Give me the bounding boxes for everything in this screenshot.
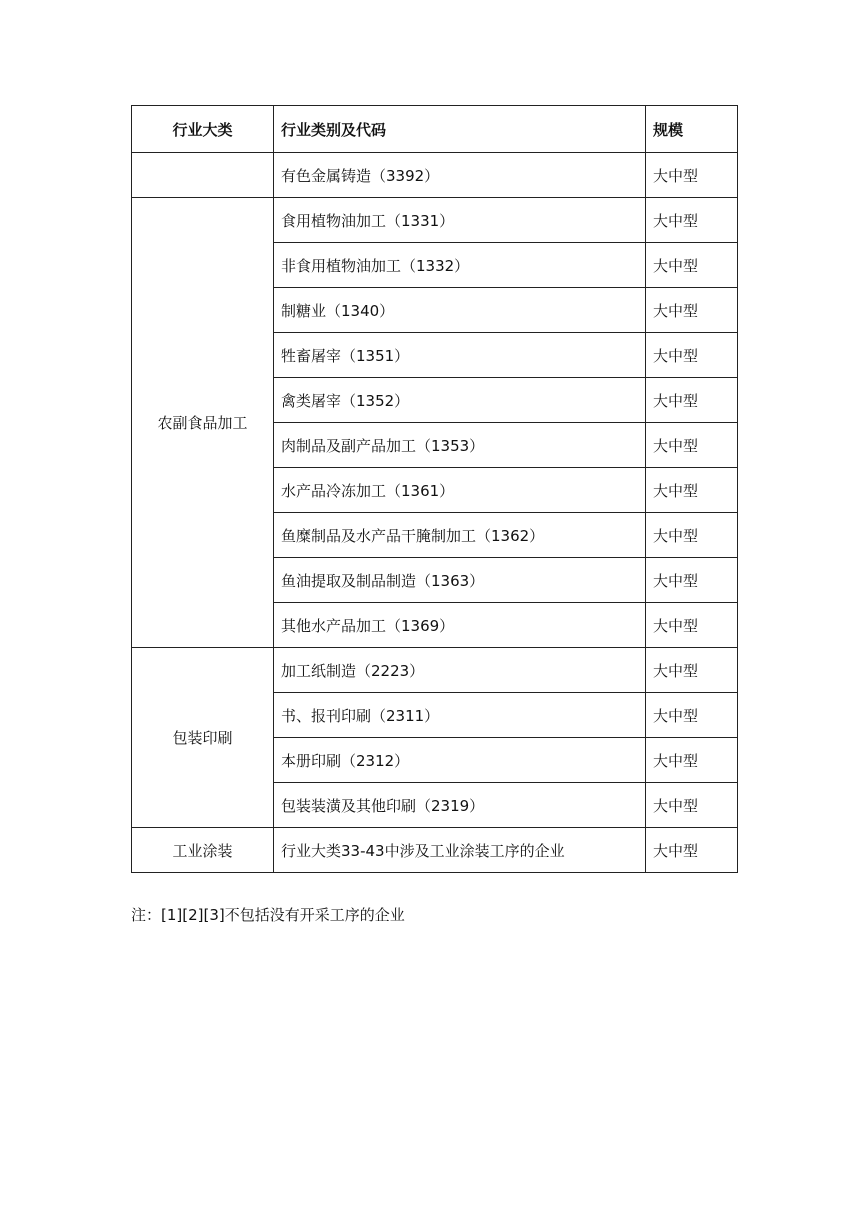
- category-cell: 农副食品加工: [132, 198, 274, 648]
- scale-cell: 大中型: [646, 333, 738, 378]
- subcategory-cell: 水产品冷冻加工（1361）: [274, 468, 646, 513]
- subcategory-cell: 书、报刊印刷（2311）: [274, 693, 646, 738]
- scale-cell: 大中型: [646, 828, 738, 873]
- table-row: [132, 828, 738, 873]
- table-header-row: [132, 106, 738, 153]
- scale-cell: 大中型: [646, 153, 738, 198]
- scale-cell: 大中型: [646, 738, 738, 783]
- subcategory-cell: 食用植物油加工（1331）: [274, 198, 646, 243]
- header-scale: 规模: [646, 106, 738, 153]
- subcategory-cell: 牲畜屠宰（1351）: [274, 333, 646, 378]
- scale-cell: 大中型: [646, 693, 738, 738]
- table-row: [132, 153, 738, 198]
- subcategory-cell: 本册印刷（2312）: [274, 738, 646, 783]
- scale-cell: 大中型: [646, 198, 738, 243]
- category-cell: 工业涂装: [132, 828, 274, 873]
- subcategory-cell: 行业大类33-43中涉及工业涂装工序的企业: [274, 828, 646, 873]
- category-cell: 包装印刷: [132, 648, 274, 828]
- subcategory-cell: 鱼油提取及制品制造（1363）: [274, 558, 646, 603]
- scale-cell: 大中型: [646, 513, 738, 558]
- scale-cell: 大中型: [646, 468, 738, 513]
- subcategory-cell: 鱼糜制品及水产品干腌制加工（1362）: [274, 513, 646, 558]
- table-body: [132, 153, 738, 873]
- table-row: [132, 198, 738, 243]
- scale-cell: 大中型: [646, 423, 738, 468]
- subcategory-cell: 制糖业（1340）: [274, 288, 646, 333]
- scale-cell: 大中型: [646, 558, 738, 603]
- scale-cell: 大中型: [646, 648, 738, 693]
- subcategory-cell: 其他水产品加工（1369）: [274, 603, 646, 648]
- subcategory-cell: 包装装潢及其他印刷（2319）: [274, 783, 646, 828]
- subcategory-cell: 加工纸制造（2223）: [274, 648, 646, 693]
- scale-cell: 大中型: [646, 243, 738, 288]
- scale-cell: 大中型: [646, 378, 738, 423]
- footnote: 注：[1][2][3]不包括没有开采工序的企业: [131, 906, 405, 924]
- subcategory-cell: 非食用植物油加工（1332）: [274, 243, 646, 288]
- header-category: 行业大类: [132, 106, 274, 153]
- table-row: [132, 648, 738, 693]
- industry-table: [131, 105, 738, 873]
- subcategory-cell: 肉制品及副产品加工（1353）: [274, 423, 646, 468]
- subcategory-cell: 禽类屠宰（1352）: [274, 378, 646, 423]
- category-cell: [132, 153, 274, 198]
- header-subcategory-code: 行业类别及代码: [274, 106, 646, 153]
- scale-cell: 大中型: [646, 603, 738, 648]
- subcategory-cell: 有色金属铸造（3392）: [274, 153, 646, 198]
- scale-cell: 大中型: [646, 783, 738, 828]
- scale-cell: 大中型: [646, 288, 738, 333]
